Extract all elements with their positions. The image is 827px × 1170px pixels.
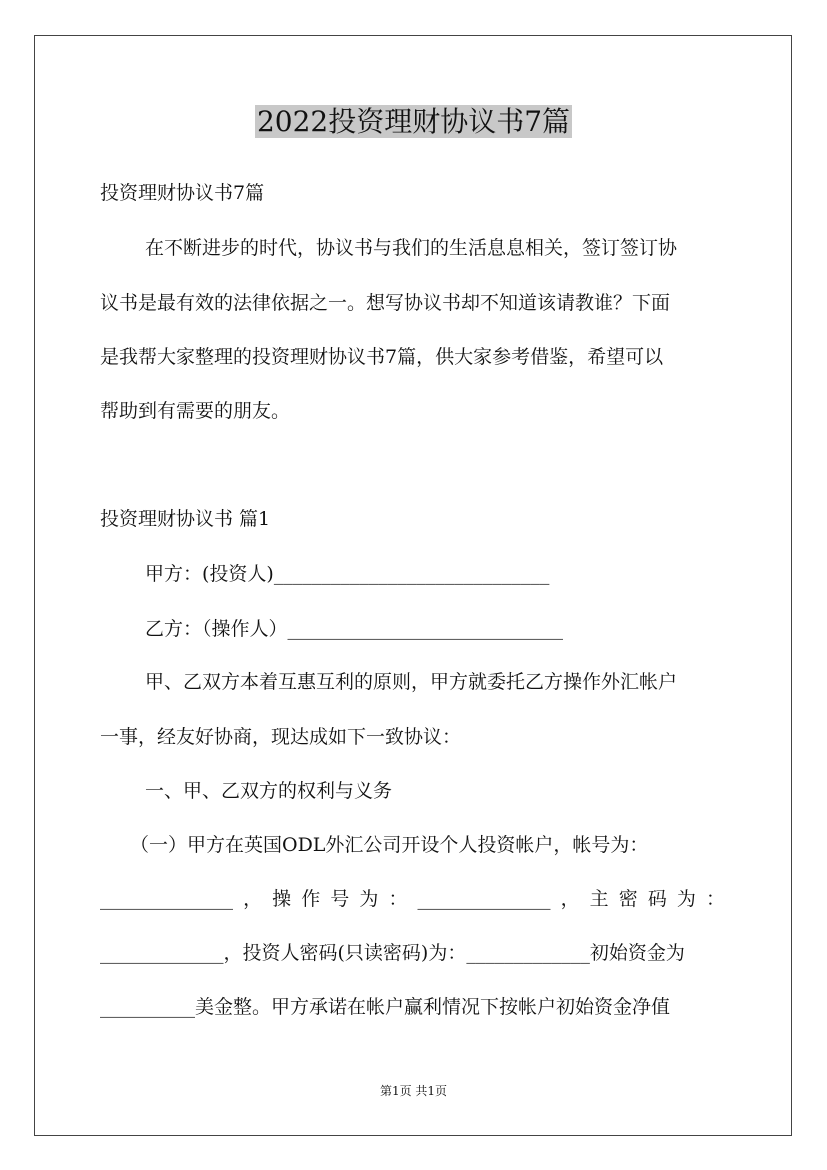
- document-subtitle: 投资理财协议书7篇: [100, 182, 265, 204]
- intro-line-1: 在不断进步的时代，协议书与我们的生活息息相关，签订签订协: [145, 237, 678, 259]
- clause-1-line-3: _____________，投资人密码(只读密码)为：_____________初始资金为: [100, 942, 685, 964]
- clause-1-line-1: （一）甲方在英国ODL外汇公司开设个人投资帐户，帐号为：: [130, 834, 649, 856]
- document-title: [0, 102, 827, 142]
- party-b-line: 乙方：（操作人）_____________________________: [145, 618, 564, 640]
- document-title-text: 2022投资理财协议书7篇: [256, 105, 571, 138]
- intro-line-4: 帮助到有需要的朋友。: [100, 400, 291, 422]
- page-footer: 第1页 共1页: [379, 1084, 448, 1098]
- section-heading: 投资理财协议书 篇1: [100, 508, 271, 530]
- clause-heading: 一、甲、乙双方的权利与义务: [145, 780, 393, 802]
- preamble-line-2: 一事，经友好协商，现达成如下一致协议：: [100, 726, 462, 748]
- preamble-line-1: 甲、乙双方本着互惠互利的原则，甲方就委托乙方操作外汇帐户: [145, 671, 678, 693]
- clause-1-line-2: ______________，操作号为：______________，主密码为：: [100, 888, 725, 910]
- clause-1-line-4: __________美金整。甲方承诺在帐户赢利情况下按帐户初始资金净值: [100, 996, 671, 1018]
- intro-line-3: 是我帮大家整理的投资理财协议书7篇，供大家参考借鉴，希望可以: [100, 346, 664, 368]
- intro-line-2: 议书是最有效的法律依据之一。想写协议书却不知道该请教谁？下面: [100, 292, 671, 314]
- party-a-line: 甲方：(投资人)_____________________________: [145, 563, 550, 585]
